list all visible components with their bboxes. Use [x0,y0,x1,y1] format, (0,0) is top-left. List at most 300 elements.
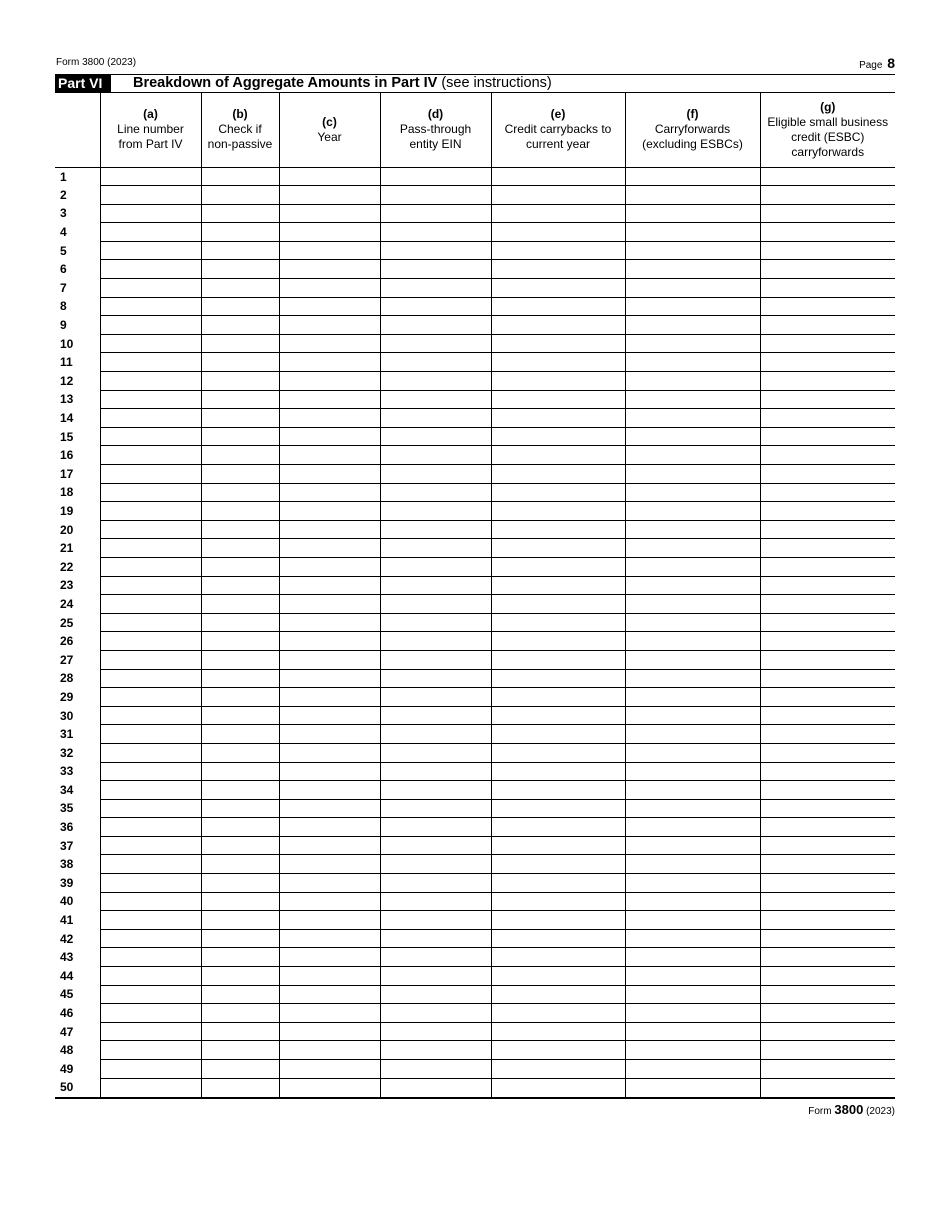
entry-cell[interactable] [279,613,380,632]
entry-cell[interactable] [380,297,491,316]
entry-cell[interactable] [491,279,625,298]
entry-cell[interactable] [760,241,895,260]
entry-cell[interactable] [491,595,625,614]
entry-cell[interactable] [100,613,201,632]
entry-cell[interactable] [380,279,491,298]
entry-cell[interactable] [625,576,760,595]
entry-cell[interactable] [760,576,895,595]
entry-cell[interactable] [491,688,625,707]
entry-cell[interactable] [201,762,279,781]
entry-cell[interactable] [279,390,380,409]
entry-cell[interactable] [279,260,380,279]
entry-cell[interactable] [380,725,491,744]
entry-cell[interactable] [100,1022,201,1041]
entry-cell[interactable] [279,911,380,930]
entry-cell[interactable] [760,911,895,930]
entry-cell[interactable] [279,1004,380,1023]
entry-cell[interactable] [491,818,625,837]
entry-cell[interactable] [100,818,201,837]
entry-cell[interactable] [279,241,380,260]
entry-cell[interactable] [625,613,760,632]
entry-cell[interactable] [380,1004,491,1023]
entry-cell[interactable] [625,409,760,428]
entry-cell[interactable] [380,1060,491,1079]
entry-cell[interactable] [380,260,491,279]
entry-cell[interactable] [491,613,625,632]
entry-cell[interactable] [380,743,491,762]
entry-cell[interactable] [380,948,491,967]
entry-cell[interactable] [279,855,380,874]
entry-cell[interactable] [380,855,491,874]
entry-cell[interactable] [100,706,201,725]
entry-cell[interactable] [380,353,491,372]
entry-cell[interactable] [760,465,895,484]
entry-cell[interactable] [279,353,380,372]
entry-cell[interactable] [760,427,895,446]
entry-cell[interactable] [380,911,491,930]
entry-cell[interactable] [279,520,380,539]
entry-cell[interactable] [625,502,760,521]
entry-cell[interactable] [279,706,380,725]
entry-cell[interactable] [760,855,895,874]
entry-cell[interactable] [100,669,201,688]
entry-cell[interactable] [201,465,279,484]
entry-cell[interactable] [279,427,380,446]
entry-cell[interactable] [279,297,380,316]
entry-cell[interactable] [491,483,625,502]
entry-cell[interactable] [279,204,380,223]
entry-cell[interactable] [625,1041,760,1060]
entry-cell[interactable] [491,929,625,948]
entry-cell[interactable] [380,650,491,669]
entry-cell[interactable] [201,353,279,372]
entry-cell[interactable] [201,818,279,837]
entry-cell[interactable] [625,372,760,391]
entry-cell[interactable] [760,390,895,409]
entry-cell[interactable] [380,223,491,242]
entry-cell[interactable] [279,167,380,186]
entry-cell[interactable] [279,465,380,484]
entry-cell[interactable] [380,669,491,688]
entry-cell[interactable] [100,1041,201,1060]
entry-cell[interactable] [491,1022,625,1041]
entry-cell[interactable] [625,1060,760,1079]
entry-cell[interactable] [100,874,201,893]
entry-cell[interactable] [760,297,895,316]
entry-cell[interactable] [760,539,895,558]
entry-cell[interactable] [201,204,279,223]
entry-cell[interactable] [491,911,625,930]
entry-cell[interactable] [625,316,760,335]
entry-cell[interactable] [380,446,491,465]
entry-cell[interactable] [760,353,895,372]
entry-cell[interactable] [625,1078,760,1097]
entry-cell[interactable] [625,297,760,316]
entry-cell[interactable] [100,557,201,576]
entry-cell[interactable] [625,818,760,837]
entry-cell[interactable] [625,390,760,409]
entry-cell[interactable] [625,427,760,446]
entry-cell[interactable] [380,204,491,223]
entry-cell[interactable] [201,372,279,391]
entry-cell[interactable] [491,1004,625,1023]
entry-cell[interactable] [279,316,380,335]
entry-cell[interactable] [279,1078,380,1097]
entry-cell[interactable] [100,427,201,446]
entry-cell[interactable] [201,836,279,855]
entry-cell[interactable] [100,1004,201,1023]
entry-cell[interactable] [491,669,625,688]
entry-cell[interactable] [279,743,380,762]
entry-cell[interactable] [100,1060,201,1079]
entry-cell[interactable] [279,669,380,688]
entry-cell[interactable] [201,390,279,409]
entry-cell[interactable] [760,223,895,242]
entry-cell[interactable] [100,409,201,428]
entry-cell[interactable] [201,260,279,279]
entry-cell[interactable] [760,650,895,669]
entry-cell[interactable] [380,186,491,205]
entry-cell[interactable] [760,1078,895,1097]
entry-cell[interactable] [625,223,760,242]
entry-cell[interactable] [760,204,895,223]
entry-cell[interactable] [760,632,895,651]
entry-cell[interactable] [279,539,380,558]
entry-cell[interactable] [279,799,380,818]
entry-cell[interactable] [201,985,279,1004]
entry-cell[interactable] [380,539,491,558]
entry-cell[interactable] [201,520,279,539]
entry-cell[interactable] [625,1022,760,1041]
entry-cell[interactable] [100,390,201,409]
entry-cell[interactable] [380,167,491,186]
entry-cell[interactable] [491,1060,625,1079]
entry-cell[interactable] [201,725,279,744]
entry-cell[interactable] [279,781,380,800]
entry-cell[interactable] [201,279,279,298]
entry-cell[interactable] [760,334,895,353]
entry-cell[interactable] [625,520,760,539]
entry-cell[interactable] [760,1004,895,1023]
entry-cell[interactable] [760,967,895,986]
entry-cell[interactable] [279,1060,380,1079]
entry-cell[interactable] [380,1041,491,1060]
entry-cell[interactable] [760,929,895,948]
entry-cell[interactable] [491,706,625,725]
entry-cell[interactable] [625,911,760,930]
entry-cell[interactable] [625,874,760,893]
entry-cell[interactable] [100,595,201,614]
entry-cell[interactable] [380,465,491,484]
entry-cell[interactable] [625,204,760,223]
entry-cell[interactable] [279,650,380,669]
entry-cell[interactable] [625,948,760,967]
entry-cell[interactable] [625,781,760,800]
entry-cell[interactable] [760,743,895,762]
entry-cell[interactable] [201,186,279,205]
entry-cell[interactable] [100,967,201,986]
entry-cell[interactable] [625,557,760,576]
entry-cell[interactable] [491,167,625,186]
entry-cell[interactable] [100,353,201,372]
entry-cell[interactable] [625,465,760,484]
entry-cell[interactable] [760,613,895,632]
entry-cell[interactable] [380,483,491,502]
entry-cell[interactable] [625,186,760,205]
entry-cell[interactable] [380,836,491,855]
entry-cell[interactable] [279,186,380,205]
entry-cell[interactable] [625,855,760,874]
entry-cell[interactable] [100,855,201,874]
entry-cell[interactable] [760,669,895,688]
entry-cell[interactable] [279,818,380,837]
entry-cell[interactable] [491,502,625,521]
entry-cell[interactable] [380,781,491,800]
entry-cell[interactable] [201,595,279,614]
entry-cell[interactable] [201,855,279,874]
entry-cell[interactable] [279,483,380,502]
entry-cell[interactable] [100,576,201,595]
entry-cell[interactable] [760,799,895,818]
entry-cell[interactable] [491,836,625,855]
entry-cell[interactable] [201,874,279,893]
entry-cell[interactable] [201,1041,279,1060]
entry-cell[interactable] [625,241,760,260]
entry-cell[interactable] [100,279,201,298]
entry-cell[interactable] [100,799,201,818]
entry-cell[interactable] [380,390,491,409]
entry-cell[interactable] [201,334,279,353]
entry-cell[interactable] [491,967,625,986]
entry-cell[interactable] [201,781,279,800]
entry-cell[interactable] [279,632,380,651]
entry-cell[interactable] [760,706,895,725]
entry-cell[interactable] [201,650,279,669]
entry-cell[interactable] [760,279,895,298]
entry-cell[interactable] [491,892,625,911]
entry-cell[interactable] [625,836,760,855]
entry-cell[interactable] [625,595,760,614]
entry-cell[interactable] [491,427,625,446]
entry-cell[interactable] [279,874,380,893]
entry-cell[interactable] [625,706,760,725]
entry-cell[interactable] [100,204,201,223]
entry-cell[interactable] [380,967,491,986]
entry-cell[interactable] [380,874,491,893]
entry-cell[interactable] [625,688,760,707]
entry-cell[interactable] [760,1060,895,1079]
entry-cell[interactable] [491,855,625,874]
entry-cell[interactable] [279,409,380,428]
entry-cell[interactable] [100,520,201,539]
entry-cell[interactable] [100,260,201,279]
entry-cell[interactable] [279,725,380,744]
entry-cell[interactable] [201,632,279,651]
entry-cell[interactable] [625,260,760,279]
entry-cell[interactable] [100,186,201,205]
entry-cell[interactable] [279,892,380,911]
entry-cell[interactable] [100,743,201,762]
entry-cell[interactable] [491,1041,625,1060]
entry-cell[interactable] [625,799,760,818]
entry-cell[interactable] [279,334,380,353]
entry-cell[interactable] [100,483,201,502]
entry-cell[interactable] [760,502,895,521]
entry-cell[interactable] [100,334,201,353]
entry-cell[interactable] [625,334,760,353]
entry-cell[interactable] [380,427,491,446]
entry-cell[interactable] [760,725,895,744]
entry-cell[interactable] [201,316,279,335]
entry-cell[interactable] [201,743,279,762]
entry-cell[interactable] [100,539,201,558]
entry-cell[interactable] [625,743,760,762]
entry-cell[interactable] [491,353,625,372]
entry-cell[interactable] [380,576,491,595]
entry-cell[interactable] [279,223,380,242]
entry-cell[interactable] [100,725,201,744]
entry-cell[interactable] [279,279,380,298]
entry-cell[interactable] [625,892,760,911]
entry-cell[interactable] [100,688,201,707]
entry-cell[interactable] [100,465,201,484]
entry-cell[interactable] [380,985,491,1004]
entry-cell[interactable] [380,1078,491,1097]
entry-cell[interactable] [625,632,760,651]
entry-cell[interactable] [491,316,625,335]
entry-cell[interactable] [760,595,895,614]
entry-cell[interactable] [279,762,380,781]
entry-cell[interactable] [625,483,760,502]
entry-cell[interactable] [380,557,491,576]
entry-cell[interactable] [760,483,895,502]
entry-cell[interactable] [760,372,895,391]
entry-cell[interactable] [491,725,625,744]
entry-cell[interactable] [491,186,625,205]
entry-cell[interactable] [491,948,625,967]
entry-cell[interactable] [201,669,279,688]
entry-cell[interactable] [380,520,491,539]
entry-cell[interactable] [380,613,491,632]
entry-cell[interactable] [380,372,491,391]
entry-cell[interactable] [760,818,895,837]
entry-cell[interactable] [760,260,895,279]
entry-cell[interactable] [279,948,380,967]
entry-cell[interactable] [201,799,279,818]
entry-cell[interactable] [491,297,625,316]
entry-cell[interactable] [100,632,201,651]
entry-cell[interactable] [625,967,760,986]
entry-cell[interactable] [491,576,625,595]
entry-cell[interactable] [625,929,760,948]
entry-cell[interactable] [380,1022,491,1041]
entry-cell[interactable] [380,241,491,260]
entry-cell[interactable] [491,409,625,428]
entry-cell[interactable] [760,1022,895,1041]
entry-cell[interactable] [201,1004,279,1023]
entry-cell[interactable] [201,948,279,967]
entry-cell[interactable] [100,297,201,316]
entry-cell[interactable] [380,762,491,781]
entry-cell[interactable] [625,762,760,781]
entry-cell[interactable] [760,781,895,800]
entry-cell[interactable] [201,688,279,707]
entry-cell[interactable] [491,539,625,558]
entry-cell[interactable] [760,167,895,186]
entry-cell[interactable] [100,892,201,911]
entry-cell[interactable] [279,985,380,1004]
entry-cell[interactable] [491,799,625,818]
entry-cell[interactable] [201,446,279,465]
entry-cell[interactable] [201,427,279,446]
entry-cell[interactable] [279,688,380,707]
entry-cell[interactable] [760,762,895,781]
entry-cell[interactable] [100,502,201,521]
entry-cell[interactable] [100,241,201,260]
entry-cell[interactable] [380,502,491,521]
entry-cell[interactable] [760,409,895,428]
entry-cell[interactable] [491,204,625,223]
entry-cell[interactable] [201,929,279,948]
entry-cell[interactable] [380,929,491,948]
entry-cell[interactable] [201,706,279,725]
entry-cell[interactable] [279,1041,380,1060]
entry-cell[interactable] [491,520,625,539]
entry-cell[interactable] [279,836,380,855]
entry-cell[interactable] [201,1060,279,1079]
entry-cell[interactable] [100,836,201,855]
entry-cell[interactable] [760,1041,895,1060]
entry-cell[interactable] [380,632,491,651]
entry-cell[interactable] [201,241,279,260]
entry-cell[interactable] [625,725,760,744]
entry-cell[interactable] [491,557,625,576]
entry-cell[interactable] [760,186,895,205]
entry-cell[interactable] [201,892,279,911]
entry-cell[interactable] [201,1022,279,1041]
entry-cell[interactable] [491,985,625,1004]
entry-cell[interactable] [491,372,625,391]
entry-cell[interactable] [760,316,895,335]
entry-cell[interactable] [201,297,279,316]
entry-cell[interactable] [380,334,491,353]
entry-cell[interactable] [625,985,760,1004]
entry-cell[interactable] [201,223,279,242]
entry-cell[interactable] [760,892,895,911]
entry-cell[interactable] [491,446,625,465]
entry-cell[interactable] [100,316,201,335]
entry-cell[interactable] [201,502,279,521]
entry-cell[interactable] [201,911,279,930]
entry-cell[interactable] [100,948,201,967]
entry-cell[interactable] [100,985,201,1004]
entry-cell[interactable] [760,520,895,539]
entry-cell[interactable] [201,539,279,558]
entry-cell[interactable] [100,223,201,242]
entry-cell[interactable] [279,502,380,521]
entry-cell[interactable] [491,874,625,893]
entry-cell[interactable] [100,911,201,930]
entry-cell[interactable] [100,167,201,186]
entry-cell[interactable] [380,316,491,335]
entry-cell[interactable] [625,446,760,465]
entry-cell[interactable] [201,967,279,986]
entry-cell[interactable] [491,743,625,762]
entry-cell[interactable] [625,353,760,372]
entry-cell[interactable] [380,409,491,428]
entry-cell[interactable] [279,967,380,986]
entry-cell[interactable] [491,260,625,279]
